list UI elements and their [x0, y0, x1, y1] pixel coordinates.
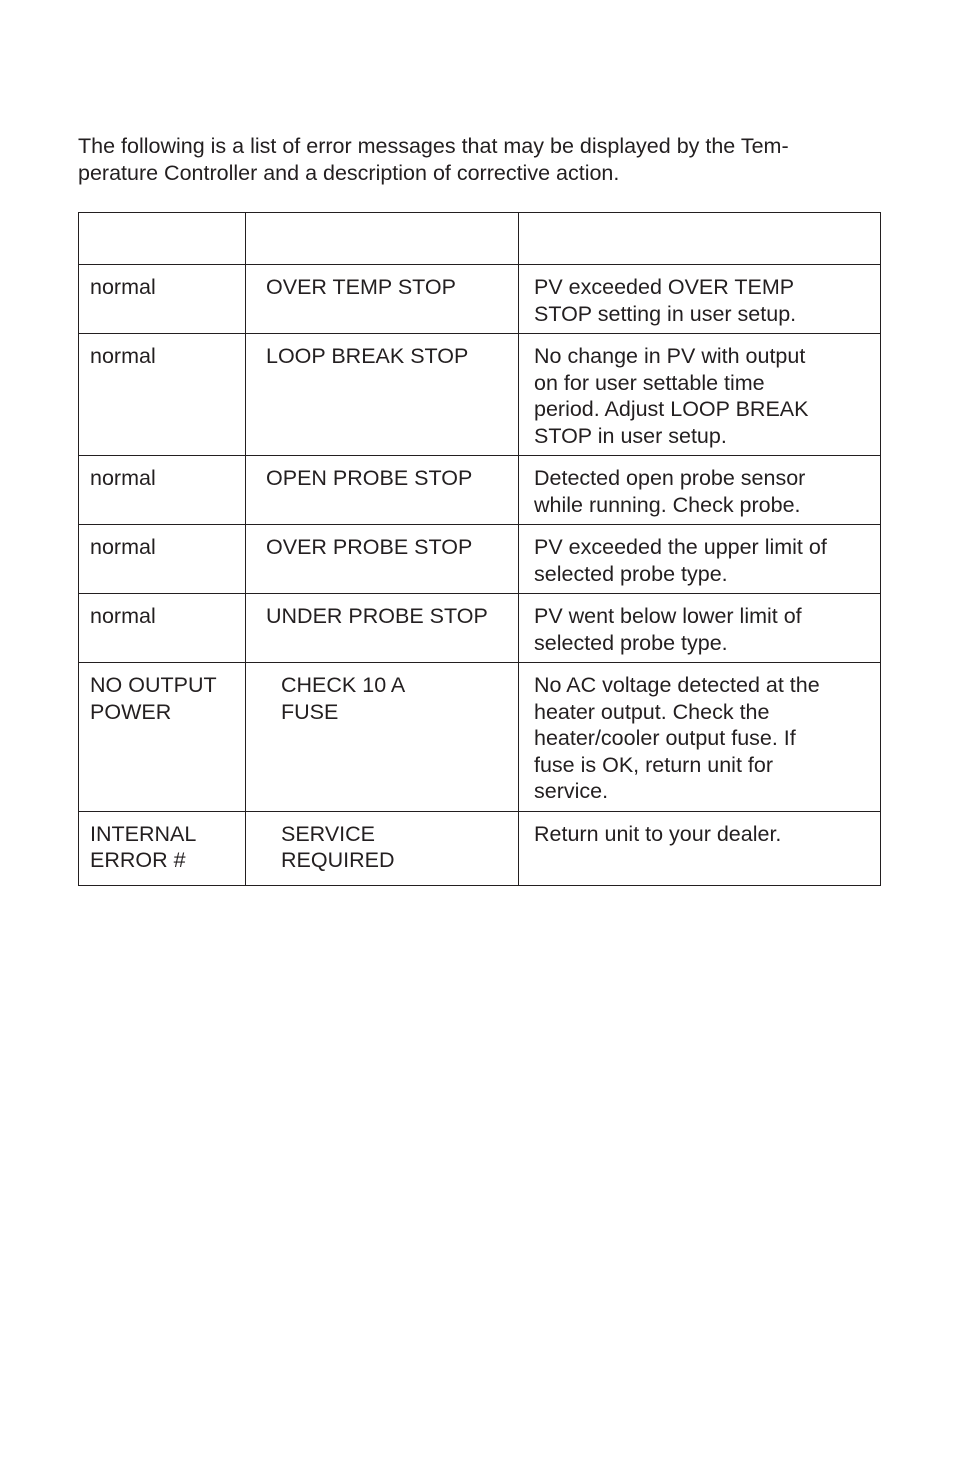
- intro-line: perature Controller and a description of corrective action.: [78, 160, 620, 185]
- action-text: fuse is OK, return unit for: [534, 752, 773, 777]
- message-text: SERVICE: [281, 821, 375, 846]
- action-text: while running. Check probe.: [534, 492, 801, 517]
- display-text: POWER: [90, 699, 172, 724]
- display-text: normal: [90, 275, 156, 299]
- table-row: [79, 594, 881, 663]
- action-text: Return unit to your dealer.: [534, 821, 782, 846]
- error-messages-table: [78, 212, 881, 886]
- display-cell: [79, 594, 246, 663]
- header-cell-message: [246, 213, 519, 265]
- display-cell: [79, 265, 246, 334]
- action-text: No AC voltage detected at the: [534, 673, 820, 697]
- display-text: normal: [90, 535, 156, 559]
- message-text: OVER PROBE STOP: [266, 535, 473, 559]
- display-cell: [79, 811, 246, 885]
- table-row: [79, 334, 881, 456]
- message-cell: [246, 265, 519, 334]
- table-row: [79, 456, 881, 525]
- action-text: selected probe type.: [534, 561, 728, 586]
- action-cell: [519, 811, 881, 885]
- message-text: UNDER PROBE STOP: [266, 604, 488, 628]
- display-cell: [79, 525, 246, 594]
- action-text: on for user settable time: [534, 370, 765, 395]
- message-cell: [246, 663, 519, 812]
- message-text: LOOP BREAK STOP: [266, 344, 469, 368]
- display-text: INTERNAL: [90, 821, 197, 846]
- message-cell: [246, 456, 519, 525]
- display-cell: [79, 663, 246, 812]
- display-text: normal: [90, 466, 156, 490]
- action-text: Detected open probe sensor: [534, 466, 806, 490]
- intro-line: The following is a list of error messages that may be displayed by the Tem-: [78, 134, 789, 158]
- action-text: PV exceeded the upper limit of: [534, 535, 827, 559]
- message-cell: [246, 525, 519, 594]
- table-row: [79, 265, 881, 334]
- table-row: [79, 811, 881, 885]
- action-text: STOP in user setup.: [534, 423, 727, 448]
- intro-paragraph: [78, 133, 884, 186]
- table-row: [79, 663, 881, 812]
- display-cell: [79, 334, 246, 456]
- display-text: normal: [90, 604, 156, 628]
- action-text: PV exceeded OVER TEMP: [534, 275, 795, 299]
- action-text: period. Adjust LOOP BREAK: [534, 397, 809, 421]
- message-text: OVER TEMP STOP: [266, 275, 456, 299]
- message-cell: [246, 334, 519, 456]
- message-cell: [246, 811, 519, 885]
- action-text: PV went below lower limit of: [534, 604, 802, 628]
- message-text: OPEN PROBE STOP: [266, 466, 473, 490]
- display-text: normal: [90, 344, 156, 368]
- message-text: REQUIRED: [281, 848, 395, 872]
- action-cell: [519, 334, 881, 456]
- action-cell: [519, 594, 881, 663]
- action-text: selected probe type.: [534, 630, 728, 655]
- action-text: STOP setting in user setup.: [534, 301, 797, 326]
- message-text: CHECK 10 A: [281, 673, 406, 697]
- action-cell: [519, 456, 881, 525]
- message-text: FUSE: [281, 699, 339, 724]
- display-text: NO OUTPUT: [90, 673, 217, 697]
- table-header-row: [79, 213, 881, 265]
- display-cell: [79, 456, 246, 525]
- action-text: heater output. Check the: [534, 699, 770, 724]
- action-text: heater/cooler output fuse. If: [534, 726, 796, 750]
- action-cell: [519, 525, 881, 594]
- header-cell-display: [79, 213, 246, 265]
- action-cell: [519, 663, 881, 812]
- table-row: [79, 525, 881, 594]
- message-cell: [246, 594, 519, 663]
- action-text: No change in PV with output: [534, 344, 806, 368]
- action-cell: [519, 265, 881, 334]
- header-cell-action: [519, 213, 881, 265]
- action-text: service.: [534, 779, 609, 803]
- display-text: ERROR #: [90, 848, 186, 872]
